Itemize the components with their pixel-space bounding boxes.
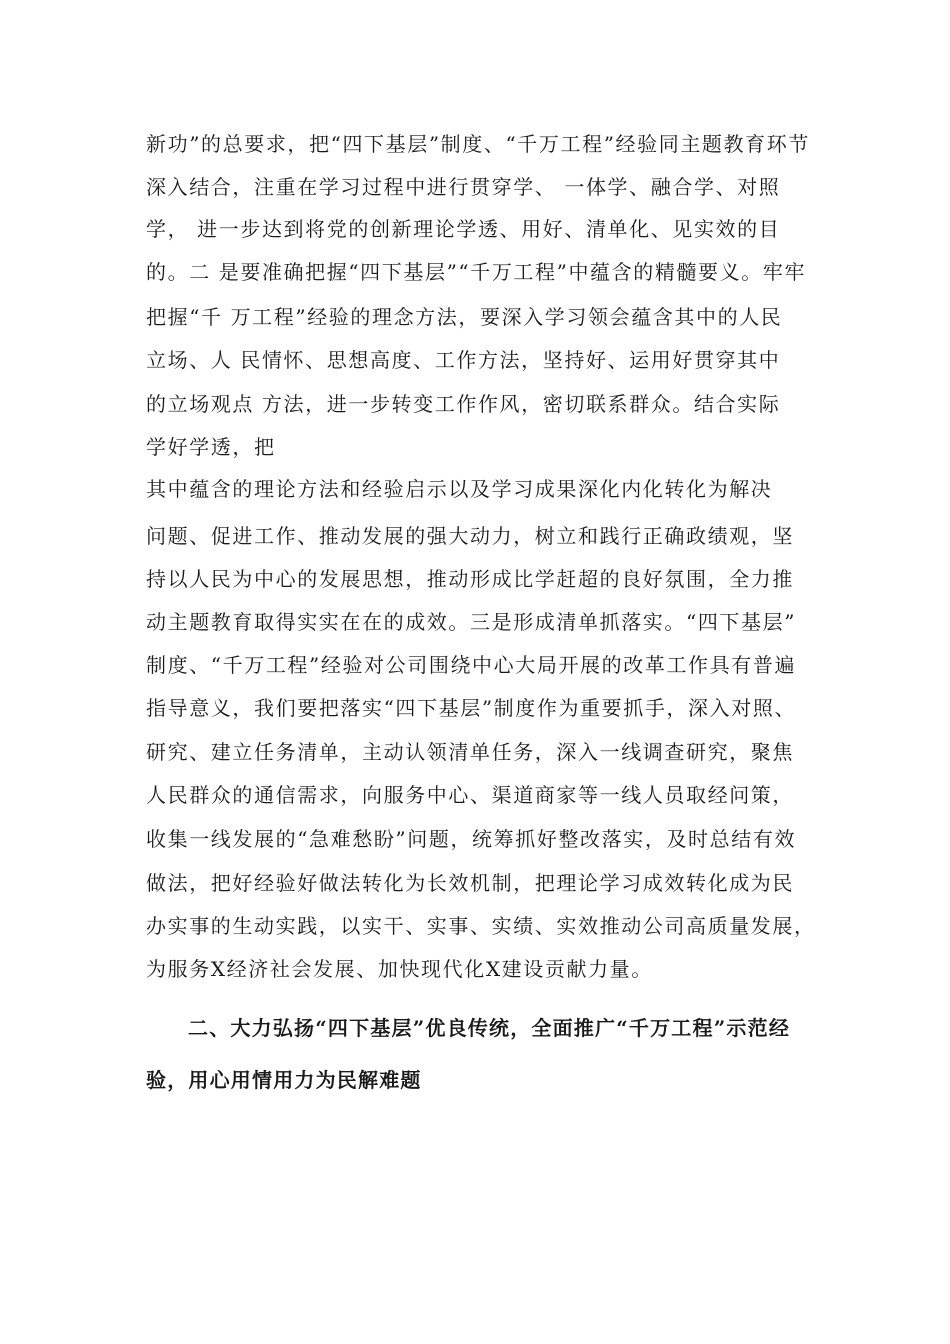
body-text-line: 人民群众的通信需求，向服务中心、渠道商家等一线人员取经问策， (146, 783, 794, 807)
body-text-line: 的立场观点 方法，进一步转变工作作风，密切联系群众。结合实际 (146, 392, 781, 416)
body-text-line: 学， 进一步达到将党的创新理论学透、用好、清单化、见实效的目 (146, 217, 781, 241)
body-text-line: 办实事的生动实践，以实干、实事、实绩、实效推动公司高质量发展， (146, 914, 816, 938)
body-text-line: 新功”的总要求，把“四下基层”制度、“千万工程”经验同主题教育环节 (146, 132, 810, 156)
body-text-line: 把握“千 万工程”经验的理念方法，要深入学习领会蕴含其中的人民 (146, 305, 783, 329)
body-text-line: 动主题教育取得实实在在的成效。三是形成清单抓落实。“四下基层” (146, 610, 797, 634)
body-text-line: 深入结合，注重在学习过程中进行贯穿学、 一体学、融合学、对照 (146, 175, 781, 199)
body-text-line: 制度、“千万工程”经验对公司围绕中心大局开展的改革工作具有普遍 (146, 653, 797, 677)
body-text-line: 研究、建立任务清单，主动认领清单任务，深入一线调查研究，聚焦 (146, 740, 794, 764)
body-text-line: 为服务X经济社会发展、加快现代化X建设贡献力量。 (146, 957, 653, 981)
body-text-line: 立场、人 民情怀、思想高度、工作方法，坚持好、运用好贯穿其中 (146, 348, 781, 372)
body-text-line: 问题、促进工作、推动发展的强大动力，树立和践行正确政绩观，坚 (146, 524, 794, 548)
body-text-line: 其中蕴含的理论方法和经验启示以及学习成果深化内化转化为解决 (146, 477, 773, 501)
body-text-line: 持以人民为中心的发展思想，推动形成比学赶超的良好氛围，全力推 (146, 567, 794, 591)
body-text-line: 收集一线发展的“急难愁盼”问题，统筹抓好整改落实，及时总结有效 (146, 827, 797, 851)
body-text-line: 做法，把好经验好做法转化为长效机制，把理论学习成效转化成为民 (146, 871, 794, 895)
section-heading-line: 二、大力弘扬“四下基层”优良传统，全面推广“千万工程”示范经 (188, 1016, 791, 1040)
section-heading-line: 验，用心用情用力为民解难题 (146, 1068, 422, 1092)
body-text-line: 的。二 是要准确把握“四下基层”“千万工程”中蕴含的精髓要义。牢牢 (146, 260, 807, 284)
body-text-line: 指导意义，我们要把落实“四下基层”制度作为重要抓手，深入对照、 (146, 696, 797, 720)
body-text-line: 学好学透，把 (146, 435, 276, 459)
